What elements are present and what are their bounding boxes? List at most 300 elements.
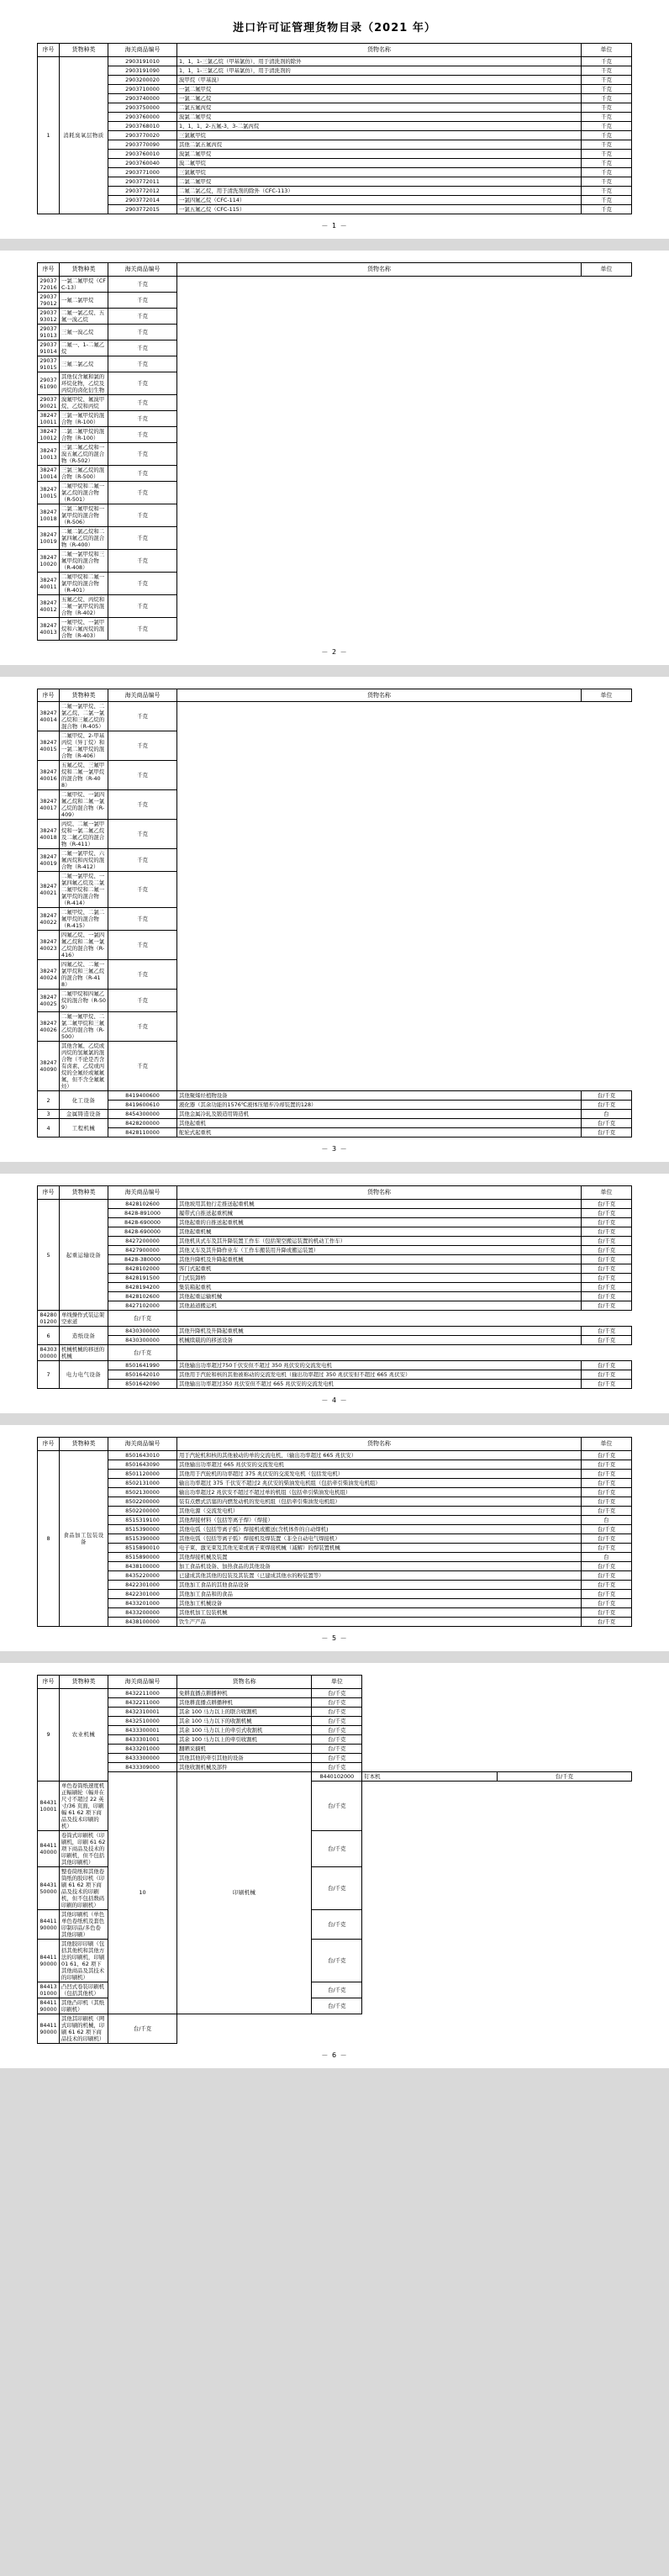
goods-name: 其他起重机械 [177,1227,582,1237]
column-header: 单位 [582,262,632,276]
customs-code: 8428194200 [108,1283,177,1292]
customs-code: 8443110001 [38,1781,60,1830]
customs-code: 3824710015 [38,481,60,504]
page-title: 进口许可证管理货物目录（2021 年） [233,22,436,34]
goods-name: 其他起重机 [177,1119,582,1128]
table-row [38,1570,632,1580]
goods-name: 其他用于汽轮机的功率超过 375 兆伏安的交流发电机（包括发电机） [177,1469,582,1478]
goods-name: 二氟一氟甲烷、二氯二氟甲烷和三氟乙烷的混合物（R-500） [60,1012,108,1042]
goods-name: 其他聚烯烃植物设备 [177,1091,582,1101]
customs-code: 8422301000 [108,1589,177,1598]
column-header: 海关商品编号 [108,44,177,57]
unit: 千克 [108,572,177,594]
goods-name: 其他电弧（包括等离子弧）焊接机或搬送(含机体件的自动焊机) [177,1524,582,1533]
goods-name: 二氟甲烷、二氯二氟甲烷的混合物（R-415） [60,908,108,931]
catalog-table [37,262,632,641]
customs-code: 2903760040 [108,158,177,167]
goods-name: 二氯五氟丙烷 [177,103,582,112]
unit: 台/千克 [312,1716,362,1725]
customs-code: 8441190000 [38,1909,60,1939]
goods-name: 其他印刷机（单色单色卷纸机及套色印制印品/多色卷其他印刷） [60,1909,108,1939]
customs-code: 3824740023 [38,931,60,960]
customs-code: 3824740024 [38,960,60,990]
customs-code: 8428-690000 [108,1218,177,1227]
goods-name: 三氟二氯乙烷 [60,356,108,372]
table-row [38,1327,632,1336]
customs-code: 3824740016 [38,761,60,790]
table-row [38,1274,632,1283]
table-row [38,790,632,820]
table-row [38,1361,632,1370]
goods-name: 其他加工机械设备 [177,1598,582,1607]
unit: 台/千克 [312,1939,362,1982]
table-header-row [38,1438,632,1451]
table-row [38,1460,632,1469]
goods-name: 三氟一溴乙烷 [60,324,108,340]
goods-name: 三氯一氟甲烷的混合物（R-100） [60,410,108,426]
table-row [38,1561,632,1570]
goods-name: 其他机加工包装机械 [177,1607,582,1617]
goods-name: 其他叉车及其升降作业车（工作车搬装用升降或搬运装置） [177,1246,582,1255]
goods-name: 二氟二氯乙烷和二氯四氟乙烷的混合物（R-400） [60,526,108,549]
goods-name: 溴氟甲烷、氟溴甲烷、乙烷和丙烷 [60,394,108,410]
goods-kind-label: 工程机械 [71,1124,96,1132]
customs-code: 2903191010 [108,56,177,66]
goods-name: 二氟甲烷和四氟乙烷的混合物（R-509） [60,990,108,1012]
row-serial-number: 10 [108,1771,177,2014]
unit: 千克 [108,849,177,872]
table-row [38,1128,632,1138]
column-header: 单位 [312,1675,362,1688]
goods-name: 其他坡用其他行走推送起重机械 [177,1200,582,1209]
column-header: 单位 [582,1186,632,1200]
unit: 千克 [108,790,177,820]
customs-code: 8428-891000 [108,1209,177,1218]
catalog-table [37,1185,632,1389]
unit: 台/千克 [582,1200,632,1209]
goods-kind-label: 农业机械 [71,1731,96,1738]
customs-code: 2903770020 [108,130,177,140]
table-row [38,75,632,84]
unit: 台/千克 [582,1506,632,1515]
customs-code: 3824740019 [38,849,60,872]
customs-code: 8427102000 [108,1301,177,1311]
unit: 千克 [582,103,632,112]
goods-name: 其他含氟、乙烷或丙烷的氢氟氯的混合物（不论是否含有卤素、乙烷或丙烷的全氟烃或氟氟氟，但不含全氟氟烃） [60,1042,108,1091]
unit: 千克 [582,112,632,121]
goods-name: 二氟一氯乙烷、五氟一溴乙烷 [60,308,108,324]
unit: 台/千克 [582,1524,632,1533]
column-header: 货物种类 [60,44,108,57]
unit: 千克 [108,504,177,526]
row-goods-kind [60,1091,108,1110]
goods-kind-label: 起重运输设备 [66,1251,102,1259]
unit: 台/千克 [582,1450,632,1460]
customs-code: 8501641990 [108,1361,177,1370]
table-row [38,195,632,204]
unit: 千克 [108,308,177,324]
table-row [38,1734,632,1744]
unit: 台/千克 [312,1781,362,1830]
table-row [38,1716,632,1725]
customs-code: 2903770090 [108,140,177,149]
customs-code: 2903760010 [108,149,177,158]
customs-code: 8432310001 [108,1707,177,1716]
customs-code: 2903772012 [108,186,177,195]
row-serial-number: 9 [38,1688,60,1781]
customs-code: 8501643090 [108,1460,177,1469]
unit: 台/千克 [582,1101,632,1110]
unit: 台 [582,1552,632,1561]
row-serial-number: 2 [38,1091,60,1110]
unit: 台/千克 [582,1292,632,1301]
goods-name: 一氯二氟甲烷 [177,84,582,93]
table-row [38,504,632,526]
column-header: 货物种类 [60,1438,108,1451]
table-row [38,292,632,308]
customs-code: 3824740015 [38,731,60,761]
goods-name: 二氟一氯甲烷和三氟甲烷的混合物（R-408） [60,549,108,572]
customs-code: 3824740021 [38,872,60,908]
row-goods-kind [60,1450,108,1626]
goods-name: 三氯二氟乙烷和一溴五氟乙烷的混合物（R-502） [60,442,108,465]
column-header: 单位 [582,689,632,702]
unit: 千克 [108,481,177,504]
table-row [38,1227,632,1237]
table-row [38,112,632,121]
goods-name: 其余 100 马力以下的收割机械 [177,1716,312,1725]
unit: 台/千克 [312,1998,362,2014]
customs-code: 8441190000 [38,2014,60,2043]
customs-code: 2903793012 [38,308,60,324]
customs-code: 2903791015 [38,356,60,372]
customs-code: 8430300000 [108,1336,177,1345]
unit: 千克 [108,761,177,790]
unit: 千克 [582,195,632,204]
table-row [38,1255,632,1264]
table-row [38,1237,632,1246]
column-header: 货物名称 [177,44,582,57]
customs-code: 2903790021 [38,394,60,410]
goods-name: 凸凹式卷装印刷机（包括其他机） [60,1982,108,1998]
table-row [38,149,632,158]
unit: 千克 [108,276,177,292]
row-serial-number: 6 [38,1327,60,1345]
customs-code: 2903771000 [108,167,177,177]
goods-name: 其他悬道搬运机 [177,1301,582,1311]
catalog-table [37,1675,632,2044]
table-row [38,276,632,292]
customs-code: 8502130000 [108,1487,177,1497]
table-row [38,1042,632,1091]
goods-name: 丙烷、二氟一氯甲烷和一氯二氟乙烷及二氟乙烷的混合物（R-411） [60,820,108,849]
unit: 台/千克 [312,1753,362,1762]
unit: 千克 [108,594,177,617]
unit: 台/千克 [582,1598,632,1607]
table-header-row [38,44,632,57]
table-row [38,1533,632,1543]
customs-code: 3824740012 [38,594,60,617]
table-row [38,204,632,214]
unit: 千克 [582,56,632,66]
customs-code: 8428102600 [108,1200,177,1209]
table-row [38,1110,632,1119]
goods-name: 舵轮式起重机 [177,1128,582,1138]
table-row [38,849,632,872]
goods-kind-label: 消耗臭氧层物质 [63,131,104,139]
goods-name: 输出功率超过2 兆伏安不超过不超过单的机组（包括牵引柴油发电机组） [177,1487,582,1497]
goods-name: 一氯二氟乙烷 [177,93,582,103]
table-row [38,1506,632,1515]
unit: 台/千克 [582,1589,632,1598]
goods-name: 1，1，1-三氯乙烷（甲基氯仿），用于清洗剂的 [177,66,582,75]
customs-code: 8428102000 [108,1264,177,1274]
goods-name: 溴甲烷（甲基溴） [177,75,582,84]
unit: 千克 [108,702,177,731]
unit: 台/千克 [582,1255,632,1264]
goods-name: 整卷筒纸和其他卷筒纸的胶印机（印刷 61 62 项下商品及技术的印刷机，但不包括数码印刷的印刷机） [60,1866,108,1909]
unit: 千克 [108,617,177,640]
goods-name: 其他仅含氟和氯的环烷化物，乙烷及丙烷的卤化衍生物 [60,372,108,394]
row-goods-kind [60,1361,108,1389]
table-header-row [38,1186,632,1200]
unit: 千克 [108,908,177,931]
goods-name: 二氯二氟甲烷和一氯甲烷的混合物（R-506） [60,504,108,526]
column-header: 货物名称 [177,689,582,702]
unit: 台/千克 [582,1543,632,1552]
unit: 千克 [582,130,632,140]
column-header: 货物种类 [60,689,108,702]
table-row [38,1598,632,1607]
table-row [38,1209,632,1218]
customs-code: 8427200000 [108,1237,177,1246]
column-header: 序号 [38,1186,60,1200]
customs-code: 8515390000 [108,1533,177,1543]
unit: 千克 [582,66,632,75]
unit: 千克 [108,340,177,356]
row-goods-kind [60,1200,108,1311]
goods-name: 溴氯二氟甲烷 [177,149,582,158]
table-row [38,372,632,394]
customs-code: 8443150000 [38,1866,60,1909]
unit: 千克 [108,292,177,308]
unit: 千克 [582,121,632,130]
customs-code: 2903740000 [108,93,177,103]
customs-code: 8432211000 [108,1697,177,1707]
unit: 台/千克 [312,1688,362,1697]
column-header: 海关商品编号 [108,689,177,702]
customs-code: 2903772015 [108,204,177,214]
unit: 台/千克 [582,1469,632,1478]
customs-code: 8501642010 [108,1370,177,1380]
table-row [38,442,632,465]
customs-code: 8433309000 [108,1762,177,1771]
customs-code: 3824710011 [38,410,60,426]
column-header: 海关商品编号 [108,262,177,276]
goods-kind-label: 印刷机械 [232,1889,256,1896]
page-footer: － 3 － [321,1145,348,1153]
column-header: 序号 [38,1438,60,1451]
column-header: 序号 [38,1675,60,1688]
customs-code: 2903779012 [38,292,60,308]
table-row [38,1607,632,1617]
unit: 千克 [582,84,632,93]
table-row [38,103,632,112]
table-row [38,186,632,195]
unit: 台/千克 [582,1380,632,1389]
goods-name: 一氯四氟乙烷（CFC-114） [177,195,582,204]
goods-name: 一氟甲烷、一氯甲烷和六氟丙烷的混合物（R-403） [60,617,108,640]
row-goods-kind [60,1110,108,1119]
unit: 台/千克 [582,1283,632,1292]
customs-code: 3824710020 [38,549,60,572]
goods-name: 电子束、激光束及其他光束或离子束焊接机械（减解）的焊装置机械 [177,1543,582,1552]
row-serial-number: 8 [38,1450,60,1626]
table-row [38,158,632,167]
customs-code: 2903750000 [108,103,177,112]
table-row [38,731,632,761]
customs-code: 8433200000 [108,1607,177,1617]
goods-name: 二氯二氟甲烷的混合物（R-100） [60,426,108,442]
column-header: 货物种类 [60,262,108,276]
table-row [38,931,632,960]
goods-name: 翻晒采摘机 [177,1744,312,1753]
goods-name: 其他其印刷机（网式印刷的机械，印刷 61 62 项下商品技术的印刷机） [60,2014,108,2043]
unit: 台/千克 [582,1607,632,1617]
table-row [38,1370,632,1380]
table-row [38,121,632,130]
unit: 千克 [108,324,177,340]
column-header: 单位 [582,44,632,57]
unit: 台/千克 [312,1982,362,1998]
customs-code: 8428191500 [108,1274,177,1283]
goods-name: 其余 100 马力以上的联合收割机 [177,1707,312,1716]
table-row [38,872,632,908]
goods-name: 其他电弧（包括等离子弧）焊接机及焊装置（非全自动电气焊接机） [177,1533,582,1543]
unit: 台/千克 [582,1487,632,1497]
table-row [38,1336,632,1345]
unit: 台/千克 [582,1570,632,1580]
customs-code: 2903772014 [108,195,177,204]
customs-code: 8515319100 [108,1515,177,1524]
customs-code: 8432211000 [108,1688,177,1697]
customs-code: 8428102600 [108,1292,177,1301]
page-footer: － 1 － [321,221,348,230]
customs-code: 3824740026 [38,1012,60,1042]
table-row [38,1524,632,1533]
goods-name: 二氟一、1-二氟乙烷 [60,340,108,356]
column-header: 海关商品编号 [108,1186,177,1200]
customs-code: 8441301000 [38,1982,60,1998]
unit: 台/千克 [312,1762,362,1771]
customs-code: 8433301001 [108,1734,177,1744]
unit: 千克 [108,356,177,372]
table-row [38,617,632,640]
customs-code: 2903772016 [38,276,60,292]
customs-code: 8515890010 [108,1543,177,1552]
unit: 千克 [108,872,177,908]
column-header: 海关商品编号 [108,1675,177,1688]
page-footer: － 4 － [321,1396,348,1404]
table-row [38,1771,632,1781]
column-header: 序号 [38,689,60,702]
customs-code: 3824740011 [38,572,60,594]
table-row [38,66,632,75]
goods-name: 集装箱起重机 [177,1283,582,1292]
goods-name: 二氟甲烷和二氟一氯乙烷的混合物（R-501） [60,481,108,504]
table-row [38,1246,632,1255]
column-header: 海关商品编号 [108,1438,177,1451]
column-header: 序号 [38,44,60,57]
table-row [38,1753,632,1762]
table-row [38,1497,632,1506]
goods-kind-label: 造纸设备 [71,1332,96,1339]
customs-code: 2903200020 [108,75,177,84]
column-header: 单位 [582,1438,632,1451]
goods-name: 其他升降机及升降起重机械 [177,1327,582,1336]
unit: 台/千克 [312,1830,362,1866]
unit: 台 [582,1515,632,1524]
goods-name: 三氯氟甲烷 [177,130,582,140]
customs-code: 2903791014 [38,340,60,356]
customs-code: 8441190000 [38,1998,60,2014]
goods-name: 二氟甲烷、一氯四氟乙烷和二氟一氯乙烷的混合物（R-409） [60,790,108,820]
table-row [38,1264,632,1274]
customs-code: 8430300000 [108,1327,177,1336]
goods-name: 输出功率超过 375 千伏安不超过2 兆伏安的柴油发电机组（包括牵引柴油发电机组） [177,1478,582,1487]
table-row [38,340,632,356]
customs-code: 8435220000 [108,1570,177,1580]
table-row [38,1091,632,1101]
goods-name: 单线操作式装运架空索道 [60,1311,108,1327]
row-goods-kind [60,1688,108,1781]
unit: 台/千克 [582,1128,632,1138]
goods-name: 二氟一氯甲烷、二氯乙烷、二氯一氯乙烷和三氟乙烷的混合物（R-405） [60,702,108,731]
customs-code: 2903772011 [108,177,177,186]
customs-code: 8502200000 [108,1506,177,1515]
table-row [38,356,632,372]
goods-name: 用于汽轮机和核的其他被动的单的交流电机，（输出功率超过 665 兆伏安） [177,1450,582,1460]
table-row [38,1345,632,1361]
table-row [38,481,632,504]
unit: 千克 [582,140,632,149]
customs-code: 8438100000 [108,1617,177,1626]
customs-code: 8501643010 [108,1450,177,1460]
goods-name: 其他机具式车及其升降装置工作车（包括架空搬运装置的机动工作车） [177,1237,582,1246]
unit: 台/千克 [582,1119,632,1128]
customs-code: 8428001200 [38,1311,60,1327]
customs-code: 8501120000 [108,1469,177,1478]
column-header: 货物种类 [60,1675,108,1688]
unit: 台/千克 [582,1336,632,1345]
page-2 [0,251,669,665]
unit: 千克 [582,177,632,186]
customs-code: 3824740025 [38,990,60,1012]
unit: 千克 [108,960,177,990]
table-row [38,1697,632,1707]
goods-name: 其他焊接材料（包括等离子焊）（焊接） [177,1515,582,1524]
customs-code: 8428-380000 [108,1255,177,1264]
goods-name: 一氟二氯甲烷 [60,292,108,308]
goods-name: 其他凸印机（其纸印刷机） [60,1998,108,2014]
customs-code: 8433201000 [108,1598,177,1607]
customs-code: 8419600610 [108,1101,177,1110]
row-serial-number: 7 [38,1361,60,1389]
goods-name: 装有点燃式活塞的内燃发动机的发电机组（包括牵引柴油发电机组） [177,1497,582,1506]
unit: 千克 [108,990,177,1012]
goods-name: 其他耕直播点耕播种机 [177,1697,312,1707]
table-row [38,2014,632,2043]
